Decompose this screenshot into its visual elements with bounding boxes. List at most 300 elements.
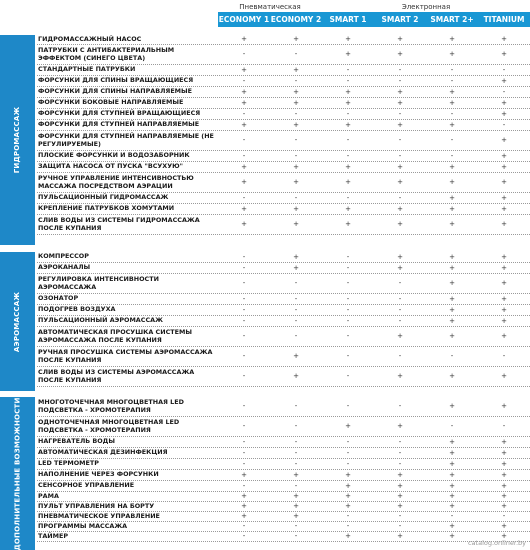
- feature-mark-smart-2-plus: +: [449, 162, 455, 171]
- feature-mark-smart-1: -: [346, 512, 350, 520]
- feature-mark-economy-1: -: [242, 332, 246, 340]
- feature-mark-economy-2: -: [294, 294, 298, 303]
- feature-mark-smart-1: +: [345, 220, 351, 228]
- feature-label: ПУЛЬСАЦИОННЫЙ АЭРОМАССАЖ: [38, 316, 163, 325]
- feature-mark-smart-2-plus: -: [450, 422, 454, 430]
- feature-mark-smart-1: -: [346, 263, 350, 272]
- feature-mark-smart-1: -: [346, 372, 350, 380]
- feature-mark-smart-1: -: [346, 522, 350, 530]
- table-row: [37, 459, 530, 470]
- feature-mark-smart-1: +: [345, 204, 351, 213]
- feature-label: ОДНОТОЧЕЧНАЯ МНОГОЦВЕТНАЯ LED ПОДСВЕТКА - ХРОМОТЕРАПИЯ: [38, 417, 180, 434]
- column-header-economy-2: ECONOMY 2: [270, 15, 322, 24]
- feature-label: ПРОГРАММЫ МАССАЖА: [38, 522, 128, 530]
- column-header-smart-2: SMART 2: [381, 15, 419, 24]
- feature-mark-smart-2-plus: +: [449, 305, 455, 314]
- feature-mark-smart-2-plus: -: [450, 65, 454, 74]
- feature-mark-titanium: +: [501, 109, 507, 118]
- feature-rows: [37, 397, 530, 542]
- feature-mark-economy-1: -: [242, 481, 246, 490]
- feature-mark-economy-1: -: [242, 151, 246, 160]
- feature-mark-economy-2: -: [294, 332, 298, 340]
- table-row: [37, 45, 530, 65]
- group-header-electronic: Электронная: [401, 3, 451, 11]
- feature-mark-smart-2: +: [397, 532, 403, 540]
- feature-mark-titanium: -: [502, 512, 506, 520]
- feature-label: ПОДОГРЕВ ВОЗДУХА: [38, 305, 116, 314]
- feature-mark-smart-2-plus: -: [450, 136, 454, 144]
- feature-mark-smart-2: -: [398, 109, 402, 118]
- section-hydromassage: [0, 35, 530, 245]
- feature-mark-economy-2: +: [293, 352, 299, 360]
- feature-mark-economy-2: -: [294, 448, 298, 457]
- feature-mark-economy-1: -: [242, 305, 246, 314]
- table-row: [37, 204, 530, 215]
- feature-label: АЭРОКАНАЛЫ: [38, 263, 91, 272]
- feature-mark-economy-2: -: [294, 316, 298, 325]
- feature-label: ПУЛЬТ УПРАВЛЕНИЯ НА БОРТУ: [38, 502, 155, 510]
- feature-mark-smart-1: -: [346, 136, 350, 144]
- feature-mark-economy-1: -: [242, 448, 246, 457]
- feature-mark-smart-2: -: [398, 76, 402, 85]
- table-row: [37, 532, 530, 542]
- feature-mark-smart-2: +: [397, 263, 403, 272]
- feature-mark-smart-2: -: [398, 294, 402, 303]
- feature-mark-titanium: +: [501, 252, 507, 261]
- table-row: [37, 131, 530, 151]
- feature-mark-economy-2: +: [293, 512, 299, 520]
- feature-mark-smart-2-plus: +: [449, 402, 455, 410]
- feature-mark-smart-1: -: [346, 459, 350, 468]
- feature-mark-economy-1: +: [241, 204, 247, 213]
- section-sidebar: [0, 252, 35, 391]
- feature-mark-smart-2-plus: -: [450, 109, 454, 118]
- feature-mark-economy-1: -: [242, 76, 246, 85]
- feature-mark-smart-2-plus: +: [449, 294, 455, 303]
- feature-mark-smart-2: -: [398, 448, 402, 457]
- feature-mark-smart-2-plus: +: [449, 50, 455, 58]
- feature-label: РЕГУЛИРОВКА ИНТЕНСИВНОСТИ АЭРОМАССАЖА: [38, 274, 159, 291]
- feature-mark-economy-2: -: [294, 402, 298, 410]
- feature-mark-smart-2-plus: -: [450, 352, 454, 360]
- feature-mark-smart-1: -: [346, 65, 350, 74]
- feature-mark-smart-1: +: [345, 162, 351, 171]
- feature-mark-titanium: +: [501, 372, 507, 380]
- feature-mark-smart-2: -: [398, 512, 402, 520]
- feature-mark-titanium: +: [501, 481, 507, 490]
- feature-mark-economy-2: +: [293, 162, 299, 171]
- feature-mark-economy-2: +: [293, 263, 299, 272]
- feature-mark-smart-2: -: [398, 65, 402, 74]
- feature-mark-smart-2-plus: +: [449, 279, 455, 287]
- feature-mark-titanium: +: [501, 35, 507, 43]
- feature-mark-titanium: +: [501, 459, 507, 468]
- feature-mark-economy-1: +: [241, 492, 247, 500]
- feature-mark-economy-1: -: [242, 279, 246, 287]
- table-row: [37, 294, 530, 305]
- table-row: [37, 98, 530, 109]
- feature-mark-smart-2-plus: +: [449, 316, 455, 325]
- feature-mark-smart-2-plus: +: [449, 87, 455, 96]
- table-row: [37, 263, 530, 274]
- feature-mark-economy-2: +: [293, 204, 299, 213]
- table-row: [37, 502, 530, 512]
- feature-mark-smart-2-plus: +: [449, 459, 455, 468]
- feature-label: КРЕПЛЕНИЕ ПАТРУБКОВ ХОМУТАМИ: [38, 204, 175, 213]
- column-header-titanium: TITANIUM: [483, 15, 525, 24]
- feature-label: АВТОМАТИЧЕСКАЯ ПРОСУШКА СИСТЕМЫ АЭРОМАССАЖА ПОСЛЕ КУПАНИЯ: [38, 327, 192, 344]
- feature-mark-smart-2: -: [398, 305, 402, 314]
- feature-mark-economy-2: +: [293, 372, 299, 380]
- feature-mark-smart-2: +: [397, 178, 403, 186]
- column-header-row: [218, 12, 530, 27]
- feature-mark-economy-2: +: [293, 492, 299, 500]
- feature-mark-smart-2: +: [397, 252, 403, 261]
- feature-mark-smart-2-plus: -: [450, 151, 454, 160]
- feature-mark-titanium: -: [502, 352, 506, 360]
- feature-mark-titanium: +: [501, 204, 507, 213]
- table-row: [37, 448, 530, 459]
- feature-mark-titanium: +: [501, 76, 507, 85]
- feature-label: РУЧНОЕ УПРАВЛЕНИЕ ИНТЕНСИВНОСТЬЮ МАССАЖА ПОСРЕДСТВОМ АЭРАЦИИ: [38, 173, 194, 190]
- feature-label: СЛИВ ВОДЫ ИЗ СИСТЕМЫ ГИДРОМАССАЖА ПОСЛЕ КУПАНИЯ: [38, 215, 200, 232]
- feature-mark-economy-2: -: [294, 76, 298, 85]
- feature-mark-economy-1: -: [242, 459, 246, 468]
- feature-mark-economy-1: -: [242, 252, 246, 261]
- feature-mark-smart-1: +: [345, 532, 351, 540]
- feature-mark-economy-1: -: [242, 294, 246, 303]
- feature-mark-economy-2: -: [294, 481, 298, 490]
- feature-mark-economy-2: +: [293, 502, 299, 510]
- feature-mark-smart-2-plus: -: [450, 76, 454, 85]
- feature-label: РАМА: [38, 492, 59, 500]
- table-row: [37, 316, 530, 327]
- feature-mark-smart-2-plus: +: [449, 522, 455, 530]
- feature-label: РУЧНАЯ ПРОСУШКА СИСТЕМЫ АЭРОМАССАЖА ПОСЛЕ КУПАНИЯ: [38, 347, 213, 364]
- table-row: [37, 252, 530, 263]
- feature-mark-titanium: +: [501, 492, 507, 500]
- table-row: [37, 193, 530, 204]
- table-row: [37, 492, 530, 502]
- feature-label: ПЛОСКИЕ ФОРСУНКИ И ВОДОЗАБОРНИК: [38, 151, 190, 160]
- feature-mark-economy-2: -: [294, 136, 298, 144]
- feature-mark-economy-1: +: [241, 98, 247, 107]
- feature-mark-titanium: -: [502, 87, 506, 96]
- feature-mark-smart-2: -: [398, 522, 402, 530]
- feature-mark-smart-2: +: [397, 120, 403, 129]
- feature-mark-economy-1: -: [242, 532, 246, 540]
- column-header-smart-1: SMART 1: [329, 15, 367, 24]
- feature-mark-smart-2-plus: +: [449, 502, 455, 510]
- feature-label: ФОРСУНКИ ДЛЯ СПИНЫ ВРАЩАЮЩИЕСЯ: [38, 76, 194, 85]
- feature-mark-economy-2: -: [294, 437, 298, 446]
- feature-mark-smart-1: -: [346, 109, 350, 118]
- feature-label: КОМПРЕССОР: [38, 252, 89, 261]
- feature-mark-smart-2-plus: +: [449, 98, 455, 107]
- feature-mark-smart-2: +: [397, 87, 403, 96]
- feature-mark-smart-2-plus: +: [449, 481, 455, 490]
- feature-mark-smart-1: -: [346, 402, 350, 410]
- table-row: [37, 35, 530, 45]
- table-row: [37, 327, 530, 347]
- feature-mark-titanium: +: [501, 502, 507, 510]
- table-row: [37, 512, 530, 522]
- feature-mark-smart-1: -: [346, 448, 350, 457]
- feature-label: ПАТРУБКИ С АНТИБАКТЕРИАЛЬНЫМ ЭФФЕКТОМ (СИНЕГО ЦВЕТА): [38, 45, 175, 62]
- feature-mark-smart-1: +: [345, 87, 351, 96]
- feature-label: ПНЕВМАТИЧЕСКОЕ УПРАВЛЕНИЕ: [38, 512, 160, 520]
- feature-mark-smart-2: +: [397, 98, 403, 107]
- feature-mark-titanium: +: [501, 151, 507, 160]
- feature-mark-smart-1: -: [346, 294, 350, 303]
- feature-mark-smart-2: +: [397, 332, 403, 340]
- feature-mark-smart-2: +: [397, 204, 403, 213]
- feature-mark-economy-1: +: [241, 512, 247, 520]
- feature-mark-economy-1: +: [241, 162, 247, 171]
- feature-label: ФОРСУНКИ ДЛЯ СПИНЫ НАПРАВЛЯЕМЫЕ: [38, 87, 193, 96]
- feature-mark-economy-1: -: [242, 50, 246, 58]
- feature-mark-economy-1: -: [242, 193, 246, 202]
- feature-mark-titanium: +: [501, 178, 507, 186]
- feature-mark-smart-1: +: [345, 470, 351, 479]
- feature-mark-smart-2: -: [398, 193, 402, 202]
- feature-mark-titanium: +: [501, 532, 507, 540]
- feature-mark-smart-2: +: [397, 470, 403, 479]
- feature-mark-smart-1: +: [345, 50, 351, 58]
- feature-mark-smart-2-plus: +: [449, 252, 455, 261]
- feature-mark-economy-2: -: [294, 279, 298, 287]
- feature-mark-economy-1: -: [242, 109, 246, 118]
- feature-mark-smart-1: +: [345, 35, 351, 43]
- feature-mark-smart-1: -: [346, 437, 350, 446]
- watermark: catalog.onliner.by: [467, 539, 526, 547]
- feature-mark-smart-1: +: [345, 178, 351, 186]
- feature-label: ТАЙМЕР: [38, 532, 69, 540]
- feature-mark-smart-2: -: [398, 151, 402, 160]
- feature-mark-smart-2-plus: +: [449, 35, 455, 43]
- feature-mark-economy-2: +: [293, 120, 299, 129]
- feature-mark-smart-1: +: [345, 481, 351, 490]
- feature-mark-smart-2: +: [397, 220, 403, 228]
- feature-mark-economy-1: +: [241, 178, 247, 186]
- feature-mark-smart-2-plus: +: [449, 120, 455, 129]
- feature-mark-economy-2: -: [294, 193, 298, 202]
- feature-mark-economy-2: +: [293, 252, 299, 261]
- feature-mark-smart-1: +: [345, 502, 351, 510]
- feature-mark-titanium: +: [501, 263, 507, 272]
- feature-mark-titanium: +: [501, 98, 507, 107]
- feature-rows: [37, 35, 530, 235]
- feature-mark-economy-2: +: [293, 470, 299, 479]
- table-row: [37, 305, 530, 316]
- feature-mark-titanium: +: [501, 522, 507, 530]
- feature-mark-economy-2: +: [293, 35, 299, 43]
- feature-mark-titanium: -: [502, 65, 506, 74]
- feature-mark-smart-2-plus: +: [449, 193, 455, 202]
- group-header-pneumatic: Пневматическая: [239, 3, 301, 11]
- feature-mark-economy-2: +: [293, 65, 299, 74]
- column-header-smart-2-plus: SMART 2+: [430, 15, 474, 24]
- feature-label: СЛИВ ВОДЫ ИЗ СИСТЕМЫ АЭРОМАССАЖА ПОСЛЕ КУПАНИЯ: [38, 367, 195, 384]
- feature-mark-economy-2: -: [294, 532, 298, 540]
- feature-mark-economy-1: -: [242, 437, 246, 446]
- feature-mark-smart-2: +: [397, 50, 403, 58]
- feature-mark-titanium: +: [501, 220, 507, 228]
- feature-mark-economy-2: +: [293, 178, 299, 186]
- table-row: [37, 151, 530, 162]
- feature-mark-smart-2-plus: +: [449, 448, 455, 457]
- section-label-extra-features: ДОПОЛНИТЕЛЬНЫЕ ВОЗМОЖНОСТИ: [13, 396, 22, 550]
- table-row: [37, 215, 530, 235]
- table-row: [37, 274, 530, 294]
- feature-mark-economy-1: -: [242, 263, 246, 272]
- feature-mark-titanium: +: [501, 136, 507, 144]
- feature-mark-titanium: +: [501, 402, 507, 410]
- feature-label: ФОРСУНКИ ДЛЯ СТУПНЕЙ ВРАЩАЮЩИЕСЯ: [38, 109, 201, 118]
- feature-mark-economy-1: +: [241, 120, 247, 129]
- feature-mark-smart-2: -: [398, 352, 402, 360]
- feature-mark-smart-2-plus: +: [449, 220, 455, 228]
- feature-mark-smart-1: -: [346, 316, 350, 325]
- feature-mark-economy-1: +: [241, 35, 247, 43]
- table-row: [37, 437, 530, 448]
- feature-label: НАГРЕВАТЕЛЬ ВОДЫ: [38, 437, 115, 446]
- feature-mark-smart-2: +: [397, 502, 403, 510]
- feature-mark-smart-2: +: [397, 481, 403, 490]
- feature-mark-titanium: +: [501, 279, 507, 287]
- feature-rows: [37, 252, 530, 387]
- feature-mark-smart-2-plus: -: [450, 512, 454, 520]
- feature-label: СТАНДАРТНЫЕ ПАТРУБКИ: [38, 65, 136, 74]
- feature-mark-smart-2: +: [397, 162, 403, 171]
- feature-mark-smart-2-plus: +: [449, 437, 455, 446]
- feature-label: НАПОЛНЕНИЕ ЧЕРЕЗ ФОРСУНКИ: [38, 470, 159, 479]
- feature-mark-titanium: +: [501, 437, 507, 446]
- section-extra-features: [0, 397, 530, 550]
- feature-mark-smart-1: +: [345, 98, 351, 107]
- feature-mark-smart-2-plus: +: [449, 470, 455, 479]
- feature-mark-economy-1: -: [242, 422, 246, 430]
- feature-mark-economy-2: -: [294, 109, 298, 118]
- feature-mark-titanium: +: [501, 316, 507, 325]
- feature-mark-smart-2: -: [398, 279, 402, 287]
- feature-mark-titanium: -: [502, 422, 506, 430]
- feature-mark-smart-1: +: [345, 492, 351, 500]
- feature-mark-titanium: +: [501, 305, 507, 314]
- feature-label: ПУЛЬСАЦИОННЫЙ ГИДРОМАССАЖ: [38, 193, 169, 202]
- feature-mark-smart-1: -: [346, 332, 350, 340]
- feature-mark-smart-1: +: [345, 422, 351, 430]
- feature-mark-titanium: +: [501, 448, 507, 457]
- feature-mark-smart-1: -: [346, 352, 350, 360]
- feature-mark-smart-1: -: [346, 305, 350, 314]
- feature-mark-economy-1: +: [241, 470, 247, 479]
- table-row: [37, 470, 530, 481]
- feature-mark-titanium: +: [501, 193, 507, 202]
- table-row: [37, 347, 530, 367]
- feature-mark-economy-1: -: [242, 352, 246, 360]
- feature-mark-smart-2: +: [397, 492, 403, 500]
- feature-mark-economy-2: -: [294, 151, 298, 160]
- section-label-aeromassage: АЭРОМАССАЖ: [13, 291, 22, 352]
- feature-mark-smart-2: -: [398, 459, 402, 468]
- feature-mark-titanium: +: [501, 470, 507, 479]
- feature-label: ЗАЩИТА НАСОСА ОТ ПУСКА "ВСУХУЮ": [38, 162, 183, 171]
- feature-mark-economy-1: -: [242, 372, 246, 380]
- feature-label: LED ТЕРМОМЕТР: [38, 459, 99, 468]
- column-header-economy-1: ECONOMY 1: [218, 15, 270, 24]
- feature-mark-smart-1: -: [346, 76, 350, 85]
- table-row: [37, 173, 530, 193]
- feature-mark-titanium: +: [501, 294, 507, 303]
- feature-mark-smart-1: -: [346, 151, 350, 160]
- feature-mark-smart-2: -: [398, 316, 402, 325]
- feature-mark-smart-1: +: [345, 120, 351, 129]
- section-label-hydromassage: ГИДРОМАССАЖ: [13, 106, 22, 174]
- table-row: [37, 522, 530, 532]
- section-sidebar: [0, 35, 35, 245]
- feature-mark-economy-1: +: [241, 220, 247, 228]
- feature-label: ГИДРОМАССАЖНЫЙ НАСОС: [38, 35, 142, 43]
- feature-mark-smart-1: -: [346, 193, 350, 202]
- feature-mark-economy-1: -: [242, 316, 246, 325]
- feature-mark-smart-2-plus: +: [449, 263, 455, 272]
- feature-mark-economy-2: -: [294, 305, 298, 314]
- section-sidebar: [0, 397, 35, 550]
- feature-label: ФОРСУНКИ БОКОВЫЕ НАПРАВЛЯЕМЫЕ: [38, 98, 184, 107]
- feature-mark-smart-2: -: [398, 136, 402, 144]
- feature-mark-smart-2-plus: +: [449, 332, 455, 340]
- feature-mark-economy-1: -: [242, 136, 246, 144]
- feature-mark-smart-2-plus: +: [449, 204, 455, 213]
- table-row: [37, 162, 530, 173]
- feature-label: ОЗОНАТОР: [38, 294, 79, 303]
- feature-mark-smart-2-plus: +: [449, 492, 455, 500]
- feature-mark-economy-1: -: [242, 402, 246, 410]
- feature-label: ФОРСУНКИ ДЛЯ СТУПНЕЙ НАПРАВЛЯЕМЫЕ: [38, 120, 200, 129]
- feature-mark-economy-2: -: [294, 422, 298, 430]
- feature-mark-smart-1: -: [346, 252, 350, 261]
- table-row: [37, 87, 530, 98]
- feature-mark-smart-2: +: [397, 422, 403, 430]
- feature-mark-smart-2-plus: +: [449, 532, 455, 540]
- table-row: [37, 481, 530, 492]
- feature-mark-smart-2-plus: +: [449, 372, 455, 380]
- feature-mark-titanium: -: [502, 120, 506, 129]
- table-row: [37, 65, 530, 76]
- feature-mark-smart-2-plus: +: [449, 178, 455, 186]
- table-row: [37, 417, 530, 437]
- feature-label: ФОРСУНКИ ДЛЯ СТУПНЕЙ НАПРАВЛЯЕМЫЕ (НЕ РЕГУЛИРУЕМЫЕ): [38, 131, 214, 148]
- feature-mark-smart-2: -: [398, 437, 402, 446]
- table-row: [37, 76, 530, 87]
- table-row: [37, 109, 530, 120]
- feature-mark-economy-2: +: [293, 220, 299, 228]
- table-row: [37, 120, 530, 131]
- feature-mark-economy-1: +: [241, 65, 247, 74]
- feature-mark-economy-2: +: [293, 87, 299, 96]
- feature-mark-economy-1: +: [241, 87, 247, 96]
- feature-mark-economy-1: +: [241, 502, 247, 510]
- feature-label: МНОГОТОЧЕЧНАЯ МНОГОЦВЕТНАЯ LED ПОДСВЕТКА - ХРОМОТЕРАПИЯ: [38, 397, 184, 414]
- feature-mark-smart-2: +: [397, 372, 403, 380]
- feature-mark-smart-2: +: [397, 35, 403, 43]
- table-row: [37, 367, 530, 387]
- feature-label: АВТОМАТИЧЕСКАЯ ДЕЗИНФЕКЦИЯ: [38, 448, 168, 457]
- feature-mark-smart-1: -: [346, 279, 350, 287]
- feature-mark-smart-2: -: [398, 402, 402, 410]
- feature-mark-economy-2: -: [294, 459, 298, 468]
